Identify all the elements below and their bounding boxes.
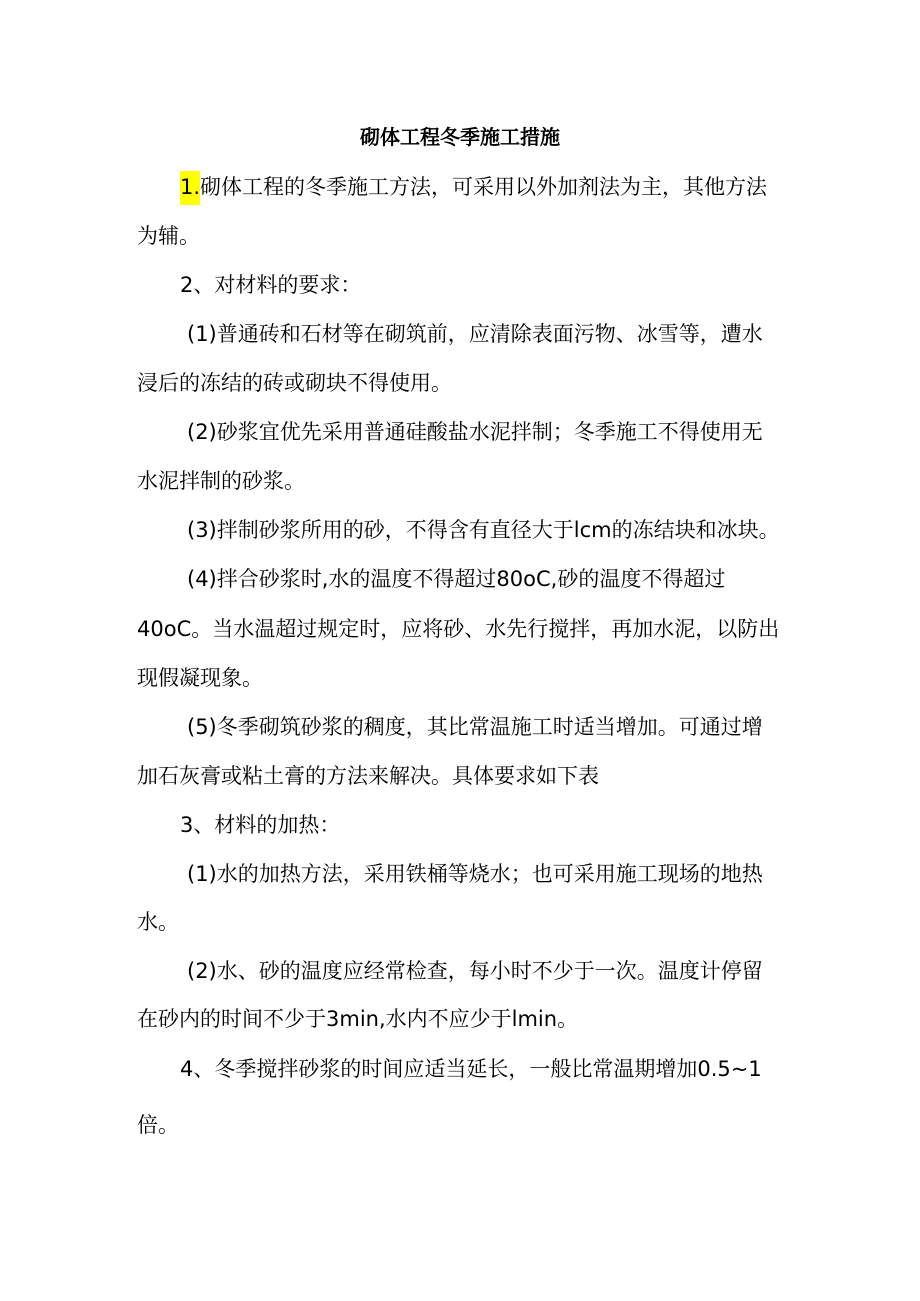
- item-1-line-2: 浸后的冻结的砖或砌块不得使用。: [137, 371, 452, 395]
- heating-2-line-2: 在砂内的时间不少于3min,水内不应少于lmin。: [137, 1007, 579, 1031]
- item-2-line-1: (2)砂浆宜优先采用普通硅酸盐水泥拌制；冬季施工不得使用无: [187, 420, 763, 444]
- item-3-line-1: (3)拌制砂浆所用的砂，不得含有直径大于lcm的冻结块和冰块。: [187, 518, 780, 542]
- item-2-line-2: 水泥拌制的砂浆。: [137, 469, 305, 493]
- heating-2-line-1: (2)水、砂的温度应经常检查，每小时不少于一次。温度计停留: [187, 959, 763, 983]
- para-1-line-2: 为辅。: [137, 224, 200, 248]
- para-1-text: 砌体工程的冬季施工方法，可采用以外加剂法为主，其他方法: [200, 175, 768, 199]
- heating-1-line-1: (1)水的加热方法，采用铁桶等烧水；也可采用施工现场的地热: [187, 862, 763, 886]
- highlighted-number: 1.: [180, 171, 200, 205]
- heating-1-line-2: 水。: [137, 910, 179, 934]
- item-4-line-1: (4)拌合砂浆时,水的温度不得超过80oC,砂的温度不得超过: [187, 567, 726, 591]
- section-2-heading: 2、对材料的要求：: [180, 273, 362, 297]
- item-4-line-2: 40oC。当水温超过规定时，应将砂、水先行搅拌，再加水泥，以防出: [137, 617, 780, 641]
- item-5-line-1: (5)冬季砌筑砂浆的稠度，其比常温施工时适当增加。可通过增: [187, 715, 763, 739]
- section-4-line-2: 倍。: [137, 1113, 179, 1137]
- para-1-line-1: [180, 172, 767, 202]
- section-3-heading: 3、材料的加热：: [180, 813, 341, 837]
- item-1-line-1: (1)普通砖和石材等在砌筑前，应清除表面污物、冰雪等，遭水: [187, 322, 763, 346]
- item-4-line-3: 现假凝现象。: [137, 666, 263, 690]
- section-4-line-1: 4、冬季搅拌砂浆的时间应适当延长，一般比常温期增加0.5~1: [180, 1057, 762, 1081]
- item-5-line-2: 加石灰膏或粘土膏的方法来解决。具体要求如下表: [137, 764, 599, 788]
- document-title: 砌体工程冬季施工措施: [360, 125, 560, 149]
